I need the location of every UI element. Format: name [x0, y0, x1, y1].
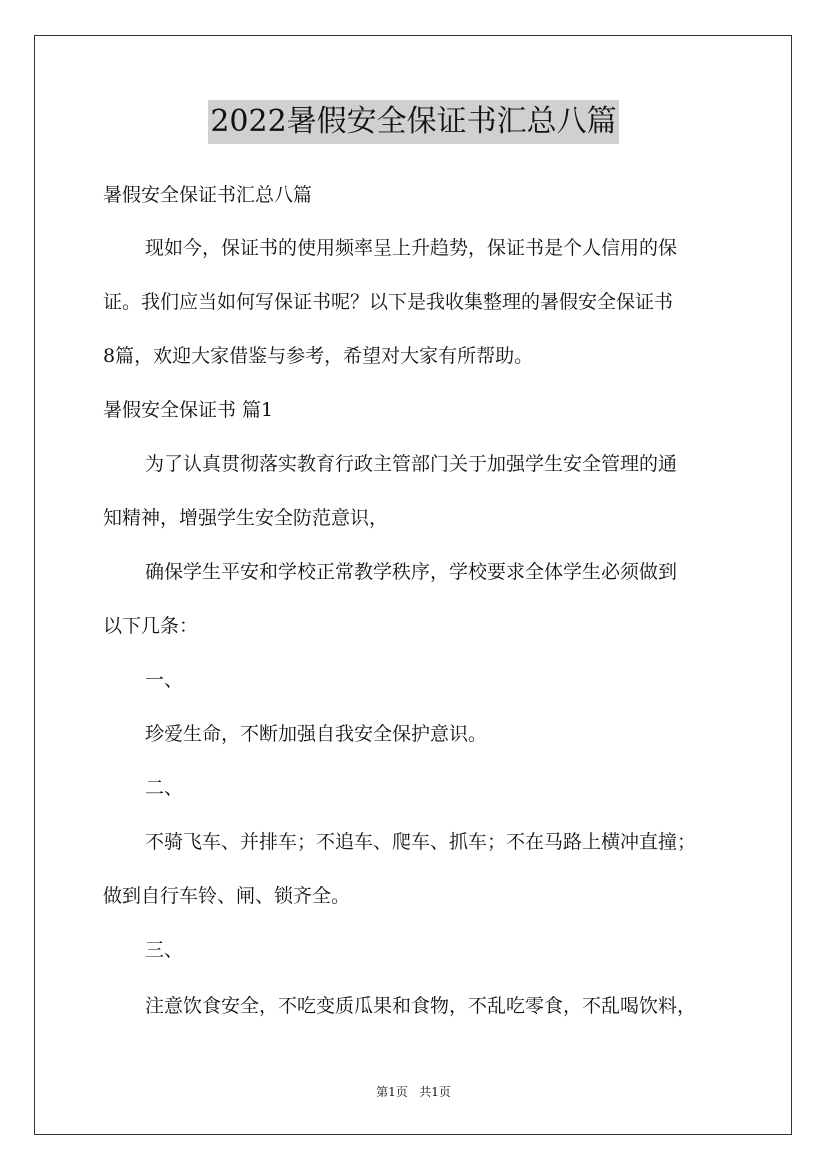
doc-subtitle: 暑假安全保证书汇总八篇	[103, 184, 313, 206]
list-number: 一、	[145, 669, 184, 691]
paragraph-line: 证。我们应当如何写保证书呢？以下是我收集整理的暑假安全保证书	[103, 291, 674, 313]
page-footer	[0, 1084, 827, 1100]
paragraph-line: 注意饮食安全，不吃变质瓜果和食物，不乱吃零食，不乱喝饮料，	[145, 995, 697, 1017]
paragraph-line: 以下几条：	[103, 615, 199, 637]
paragraph-line: 现如今，保证书的使用频率呈上升趋势，保证书是个人信用的保	[145, 237, 678, 259]
list-number: 三、	[145, 939, 184, 961]
paragraph-line: 不骑飞车、并排车；不追车、爬车、抓车；不在马路上横冲直撞；	[145, 831, 697, 853]
title-container	[0, 100, 827, 144]
paragraph-line: 做到自行车铃、闸、锁齐全。	[103, 885, 351, 907]
paragraph-line: 确保学生平安和学校正常教学秩序，学校要求全体学生必须做到	[145, 561, 678, 583]
list-number: 二、	[145, 777, 184, 799]
page-total: 共1页	[419, 1085, 451, 1099]
section-heading: 暑假安全保证书 篇1	[103, 399, 274, 421]
paragraph-line: 珍爱生命，不断加强自我安全保护意识。	[145, 723, 488, 745]
paragraph-line: 知精神，增强学生安全防范意识，	[103, 507, 389, 529]
page-number: 第1页	[376, 1085, 408, 1099]
paragraph-line: 为了认真贯彻落实教育行政主管部门关于加强学生安全管理的通	[145, 453, 678, 475]
document-title: 2022暑假安全保证书汇总八篇	[208, 100, 618, 144]
paragraph-line: 8篇，欢迎大家借鉴与参考，希望对大家有所帮助。	[103, 345, 534, 367]
